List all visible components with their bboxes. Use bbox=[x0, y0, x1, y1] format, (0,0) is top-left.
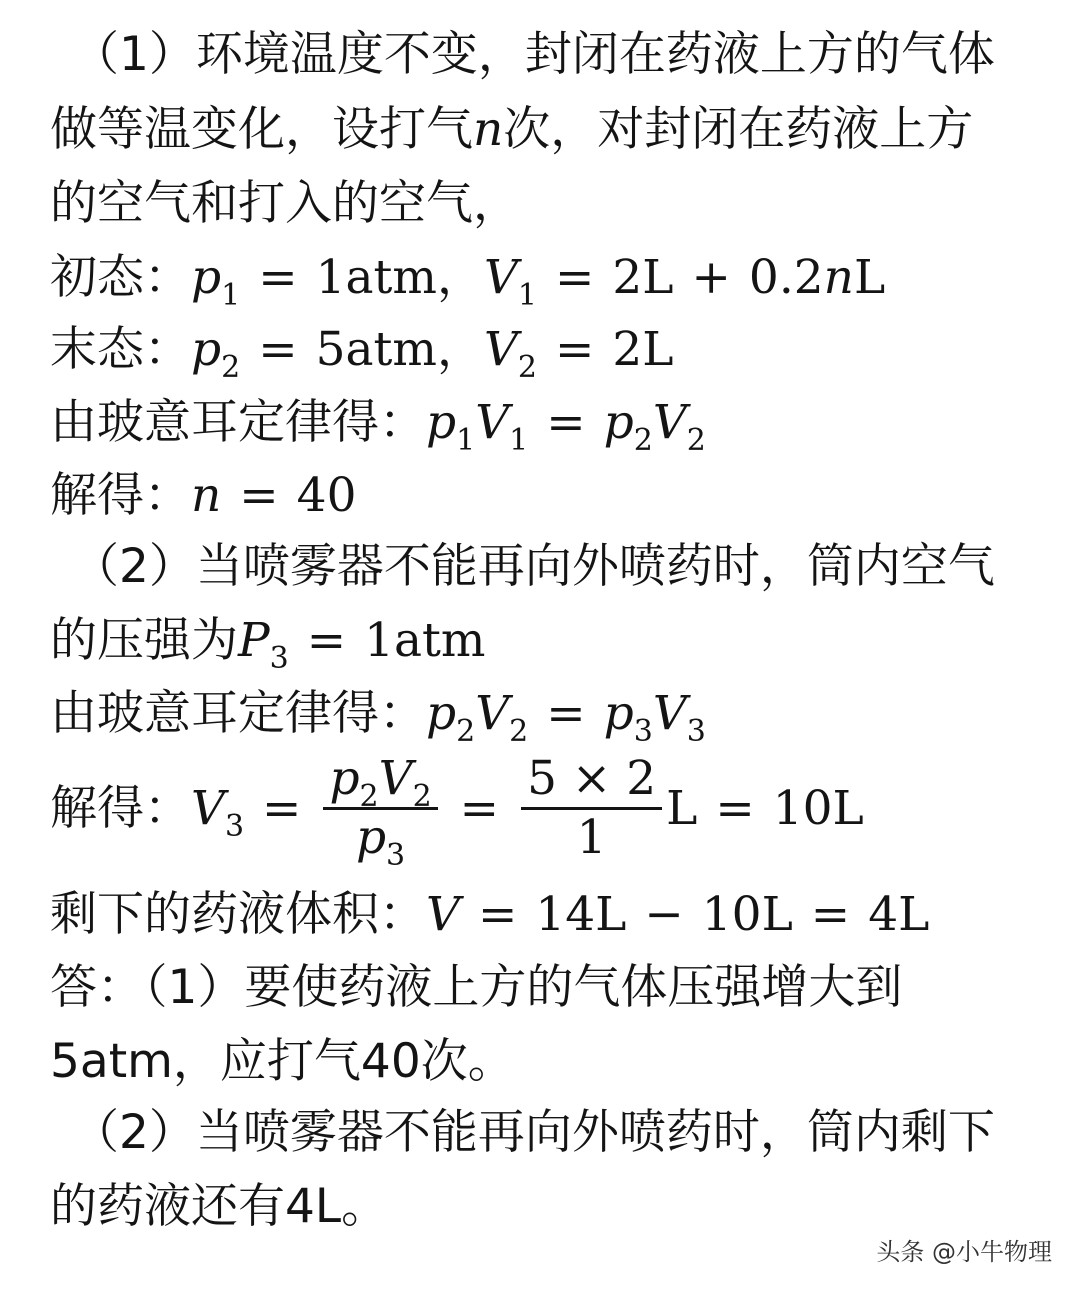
part1-intro-line2: 做等温变化，设打气n次，对封闭在药液上方 bbox=[50, 102, 974, 157]
fraction-p2v2-over-p3: $\frac{p_2V_2}{p_3}$ bbox=[323, 751, 437, 866]
fraction-numeric: $\frac{5 \times 2}{1}$ bbox=[521, 751, 662, 866]
part2-intro-line1: （2）当喷雾器不能再向外喷药时，筒内空气 bbox=[72, 539, 995, 594]
part1-intro-line3: 的空气和打入的空气， bbox=[50, 176, 520, 231]
answer-line1: 答：（1）要使药液上方的气体压强增大到 bbox=[50, 960, 903, 1015]
boyle-law-line-1: 由玻意耳定律得：$p_1V_1 = p_2V_2$ bbox=[50, 395, 706, 458]
part2-intro-line2: 的压强为$P_3 = 1atm$ bbox=[50, 613, 486, 676]
final-state-line: 末态：$p_2 = 5atm$，$V_2 = 2L$ bbox=[50, 322, 674, 385]
remaining-volume-line: 剩下的药液体积：V = 14L − 10L = 4L bbox=[50, 887, 930, 942]
answer-line2: 5atm，应打气40次。 bbox=[50, 1034, 515, 1089]
part1-intro-line1: （1）环境温度不变，封闭在药液上方的气体 bbox=[72, 27, 995, 82]
answer-line3: （2）当喷雾器不能再向外喷药时，筒内剩下 bbox=[72, 1105, 995, 1160]
solve-n-line: 解得：n = 40 bbox=[50, 468, 357, 523]
answer-line4: 的药液还有4L。 bbox=[50, 1179, 389, 1234]
initial-state-line: 初态：$p_1 = 1atm$，$V_1 = 2L + 0.2nL$ bbox=[50, 250, 886, 313]
solve-v3-line: 解得：$V_3$ = $\frac{p_2V_2}{p_3}$ = $\frac{5 \times 2}{1}$ L = 10L bbox=[50, 750, 864, 873]
watermark-text: 头条 @小牛物理 bbox=[876, 1238, 1052, 1266]
boyle-law-line-2: 由玻意耳定律得：$p_2V_2 = p_3V_3$ bbox=[50, 686, 706, 749]
